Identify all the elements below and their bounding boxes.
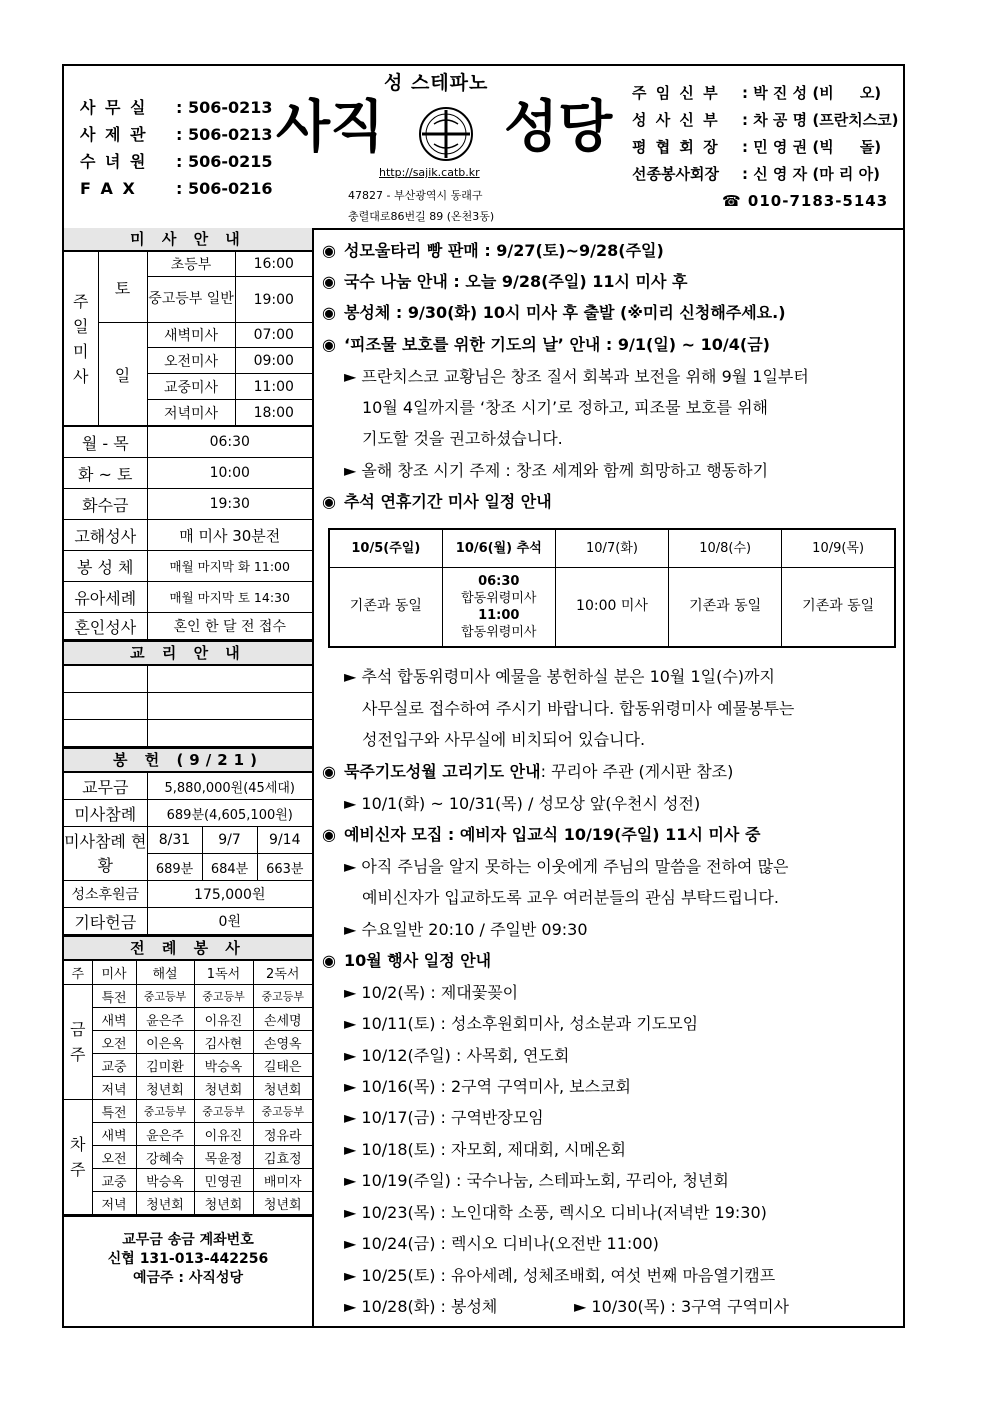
parish-website-link[interactable]: http://sajik.catb.kr — [379, 166, 480, 179]
address-line-1: 47827 - 부산광역시 동래구 — [348, 189, 483, 202]
contact-list — [80, 94, 273, 202]
bullet-icon: ◉ — [322, 335, 336, 354]
parish-name-left: 사직 — [276, 95, 385, 160]
event-item: ► 10/28(화) : 봉성체 — [344, 1297, 498, 1316]
left-column — [64, 228, 314, 1328]
liturgy-section-title: 전 례 봉 사 — [64, 935, 312, 960]
staff-list — [632, 80, 899, 215]
next-week-label: 차주 — [64, 1100, 92, 1215]
event-item: ► 10/25(토) : 유아세례, 성체조배회, 여섯 번째 마음열기캠프 — [344, 1266, 776, 1285]
weekday-mass-table: 월 - 목 06:30 화 ~ 토 10:00 화수금 19:30 고해성사 매 미사 30분전 봉 성 체 매월 마지막 화 11:00 유아세례 매월 마지막 토 14:30 혼인성사 혼인 한 달 전 접수 — [64, 426, 312, 640]
offering-table: 교무금 5,880,000원(45세대) 미사참례 689분(4,605,100원) 미사참례 현황 8/31 9/7 9/14 689분 684분 663분 성소후원금 175,000원 기타헌금 0원 — [64, 772, 312, 935]
event-item: ► 10/23(목) : 노인대학 소풍, 렉시오 디비나(저녁반 19:30) — [344, 1203, 767, 1222]
event-item: ► 10/19(주일) : 국수나눔, 스테파노회, 꾸리아, 청년회 — [344, 1171, 729, 1190]
parish-name-right: 성당 — [504, 95, 613, 160]
event-item: ► 10/18(토) : 자모회, 제대회, 시메온회 — [344, 1140, 626, 1159]
notice-catechumen: ◉ 예비신자 모집 : 예비자 입교식 10/19(주일) 11시 미사 중 — [322, 825, 761, 844]
phone-number: ☎ 010-7183-5143 — [722, 192, 889, 210]
notice-bread-sale: ◉ 성모울타리 빵 판매 : 9/27(토)~9/28(주일) — [322, 241, 664, 260]
contact-fax: F A X : 506-0216 — [80, 179, 273, 198]
liturgy-table: 주 미사 해설 1독서 2독서 금주 특전 중고등부 중고등부 중고등부 새벽 윤은주 이유진 손세명 오전 이은옥 김사현 손영옥 교중 김미환 박승옥 길태은 저녁 청년회 청년회 청년회 차주 특전 중고등부 중고등부 중고등부 새벽 윤은주 이유진 정유라 오전 강혜숙 목윤정 김효정 교중 박승옥 민영권 배미자 저녁 청년회 청년회 청년회 — [64, 960, 312, 1215]
notice-october-events: ◉ 10월 행사 일정 안내 — [322, 951, 492, 970]
bullet-icon: ◉ — [322, 303, 336, 322]
holiday-mass-table: 10/5(주일) 10/6(월) 추석 10/7(화) 10/8(수) 10/9(목) 기존과 동일 06:30 합동위령미사 11:00 합동위령미사 10:00 미사 기존과 동일 기존과 동일 — [328, 528, 896, 648]
doctrine-section-title: 교 리 안 내 — [64, 640, 312, 665]
notice-noodle: ◉ 국수 나눔 안내 : 오늘 9/28(주일) 11시 미사 후 — [322, 272, 688, 291]
parish-saint: 성 스테파노 — [384, 72, 489, 94]
address-line-2: 충렬대로86번길 89 (온천3동) — [348, 210, 495, 223]
sunday-mass-label: 주일미사 — [64, 252, 98, 426]
staff-pastor: 주 임 신 부 : 박 진 성 (비 오) — [632, 84, 882, 102]
mass-section-title: 미 사 안 내 — [64, 228, 312, 251]
bullet-icon: ◉ — [322, 825, 336, 844]
event-item: ► 10/17(금) : 구역반장모임 — [344, 1108, 544, 1127]
bulletin-frame: 사 무 실 : 506-0213 사 제 관 : 506-0213 수 녀 원 : 506-0215 F A X : 506-0216 성 스테파노 사직 성당 http://sajik.catb.kr 47827 - 부산광역시 동래구 충렬대로86번길 89 (온천3동) 주 임 신 부 : 박 진 성 (비 오) 성 사 신 부 : 차 공 명 (프란치스코) 평 협 회 장 : 민 영 권 (빅 돌) 선종봉사회장 : 신 영 자 (마 리 아) ☎ 010-7183-5143 미 사 안 내 주일미사 토 초등부 16:00 중고등부 일반 19:00 일 새벽미사 07:00 오전미사 09:00 교중미사 11:00 저녁미사 18:00 월 - 목 06:30 화 ~ 토 10:00 화수금 19:30 고해성사 매 미사 30분전 봉 성 체 매월 마지막 화 11:00 유아세례 매월 마지막 토 14:30 혼인성사 혼인 한 달 전 접수 교 리 안 내 봉 헌 (9/21) 교무금 5,880,000원(45세대) 미사참례 689분(4,605,100원) 미사참례 현황 8/31 9/7 9/14 689분 684분 663분 성소후원금 175,000원 기타헌금 0원 전 례 봉 사 주 미사 해설 1독서 2독서 금주 특전 중고등부 중고등부 중고등부 새벽 윤은주 이유진 손세명 오전 이은옥 김사현 손영옥 교중 김미환 박승옥 길태은 저녁 청년회 청년회 청년회 차주 특전 중고등부 중고등부 중고등부 새벽 윤은주 이유진 정유라 오전 강혜숙 목윤정 김효정 교중 박승옥 민영권 배미자 저녁 청년회 청년회 청년회 교무금 송금 계좌번호 신협 131-013-442256 예금주 : 사직성당 ◉ 성모울타리 빵 판매 : 9/27(토)~9/28(주일) ◉ 국수 나눔 안내 : 오늘 9/28(주일) 11시 미사 후 ◉ 봉성체 : 9/30(화) 10시 미사 후 출발 (※미리 신청해주세요.) ◉ ‘피조물 보호를 위한 기도의 날’ 안내 : 9/1(일) ~ 10/4(금) ► 프란치스코 교황님은 창조 질서 회복과 보전을 위해 9월 1일부터 10월 4일까지를 ‘창조 시기’로 정하고, 피조물 보호를 위해 기도할 것을 권고하셨습니다. ► 올해 창조 시기 주제 : 창조 세계와 함께 희망하고 행동하기 ◉ 추석 연휴기간 미사 일정 안내 10/5(주일) 10/6(월) 추석 10/7(화) 10/8(수) 10/9(목) 기존과 동일 06:30 합동위령미사 11:00 합동위령미사 10:00 미사 기존과 동일 기존과 동일 ► 추석 합동위령미사 예물을 봉헌하실 분은 10월 1일(수)까지 사무실로 접수하여 주시기 바랍니다. 합동위령미사 예물봉투는 성전입구와 사무실에 비치되어 있습니다. ◉ 묵주기도성월 고리기도 안내: 꾸리아 주관 (게시판 참조) ► 10/1(화) ~ 10/31(목) / 성모상 앞(우천시 성전) ◉ 예비신자 모집 : 예비자 입교식 10/19(주일) 11시 미사 중 ► 아직 주님을 알지 못하는 이웃에게 주님의 말씀을 전하여 많은 예비신자가 입교하도록 교우 여러분들의 관심 부탁드립니다. ► 수요일반 20:10 / 주일반 09:30 ◉ 10월 행사 일정 안내 ► 10/2(목) : 제대꽃꽂이 ► 10/11(토) : 성소후원회미사, 성소분과 기도모임 ► 10/12(주일) : 사목회, 연도회 ► 10/16(목) : 2구역 구역미사, 보스코회 ► 10/17(금) : 구역반장모임 ► 10/18(토) : 자모회, 제대회, 시메온회 ► 10/19(주일) : 국수나눔, 스테파노회, 꾸리아, 청년회 ► 10/23(목) : 노인대학 소풍, 렉시오 디비나(저녁반 19:30) ► 10/24(금) : 렉시오 디비나(오전반 11:00) ► 10/25(토) : 유아세례, 성체조배회, 여섯 번째 마음열기캠프 ► 10/28(화) : 봉성체 ► 10/30(목) : 3구역 구역미사 — [62, 64, 905, 1328]
account-info: 교무금 송금 계좌번호 신협 131-013-442256 예금주 : 사직성당 — [107, 1232, 269, 1286]
event-item: ► 10/30(목) : 3구역 구역미사 — [574, 1297, 790, 1316]
notice-holiday-mass: ◉ 추석 연휴기간 미사 일정 안내 — [322, 492, 552, 511]
notice-rosary: ◉ 묵주기도성월 고리기도 안내: 꾸리아 주관 (게시판 참조) — [322, 762, 734, 781]
contact-convent: 수 녀 원 : 506-0215 — [80, 152, 273, 171]
header — [64, 66, 903, 230]
bullet-icon: ◉ — [322, 762, 336, 781]
notice-creation-day: ◉ ‘피조물 보호를 위한 기도의 날’ 안내 : 9/1(일) ~ 10/4(금) — [322, 335, 770, 354]
event-item: ► 10/11(토) : 성소후원회미사, 성소분과 기도모임 — [344, 1014, 699, 1033]
saturday-label: 토 — [98, 252, 147, 323]
parish-logo-icon — [418, 106, 474, 162]
offering-section-title: 봉 헌 (9/21) — [64, 747, 312, 772]
event-item: ► 10/2(목) : 제대꽃꽂이 — [344, 983, 519, 1002]
contact-rectory: 사 제 관 : 506-0213 — [80, 125, 273, 144]
bullet-icon: ◉ — [322, 241, 336, 260]
staff-priest: 성 사 신 부 : 차 공 명 (프란치스코) — [632, 111, 899, 129]
notice-communion: ◉ 봉성체 : 9/30(화) 10시 미사 후 출발 (※미리 신청해주세요.) — [322, 303, 786, 322]
sunday-label: 일 — [98, 323, 147, 426]
event-item: ► 10/12(주일) : 사목회, 연도회 — [344, 1046, 570, 1065]
staff-funeral-chair: 선종봉사회장 : 신 영 자 (마 리 아) — [632, 165, 880, 183]
bullet-icon: ◉ — [322, 272, 336, 291]
bullet-icon: ◉ — [322, 951, 336, 970]
event-item: ► 10/24(금) : 렉시오 디비나(오전반 11:00) — [344, 1234, 659, 1253]
staff-council-chair: 평 협 회 장 : 민 영 권 (빅 돌) — [632, 138, 882, 156]
doctrine-table — [64, 665, 312, 747]
event-item: ► 10/16(목) : 2구역 구역미사, 보스코회 — [344, 1077, 632, 1096]
contact-office: 사 무 실 : 506-0213 — [80, 98, 273, 117]
bullet-icon: ◉ — [322, 492, 336, 511]
mass-schedule-table: 주일미사 토 초등부 16:00 중고등부 일반 19:00 일 새벽미사 07:00 오전미사 09:00 교중미사 11:00 저녁미사 18:00 — [64, 251, 312, 426]
this-week-label: 금주 — [64, 985, 92, 1100]
